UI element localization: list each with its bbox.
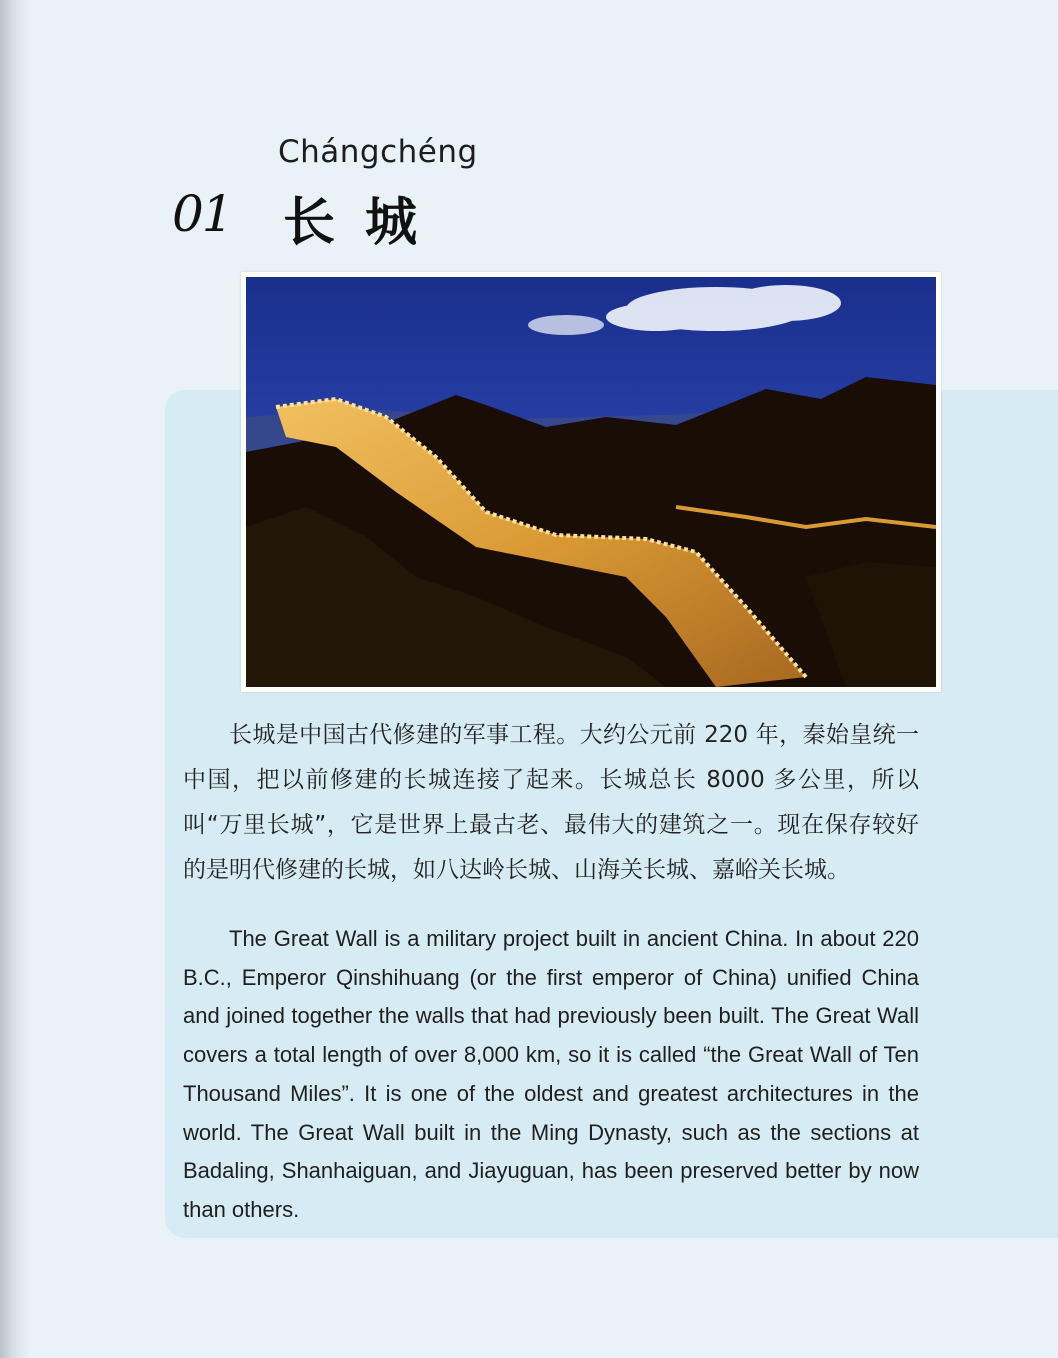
english-paragraph: The Great Wall is a military project built in ancient China. In about 220 B.C., Emperor Qinshihuang (or the first emperor of China) unified China and joined together the walls that had previously been built. The Great Wall covers a total length of over 8,000 km, so it is called “the Great Wall of Ten Thousand Miles”. It is one of the oldest and greatest architectures in the world. The Great Wall built in the Ming Dynasty, such as the sections at Badaling, Shanhaiguan, and Jiayuguan, has been preserved better by now than others. <box>183 926 919 1222</box>
book-spine-shadow <box>0 0 30 1358</box>
lesson-number: 01 <box>172 185 232 243</box>
great-wall-photo <box>246 277 936 687</box>
chinese-paragraph: 长城是中国古代修建的军事工程。大约公元前 220 年，秦始皇统一中国，把以前修建的长城连接了起来。长城总长 8000 多公里，所以叫“万里长城”，它是世界上最古老、最伟大的建筑之一。现在保存较好的是明代修建的长城，如八达岭长城、山海关长城、嘉峪关长城。 <box>183 722 919 883</box>
photo-frame <box>241 272 941 692</box>
page-title: 长城 <box>283 193 448 253</box>
title-pinyin: Chángchéng <box>278 134 478 170</box>
